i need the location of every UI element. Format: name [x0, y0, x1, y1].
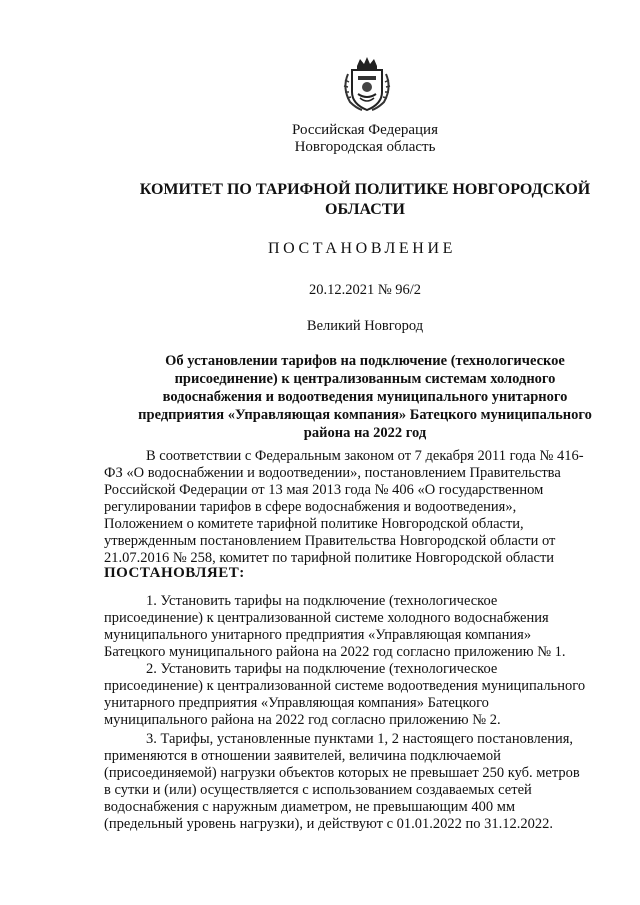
region-name: Новгородская область: [294, 139, 436, 155]
preamble-line: 21.07.2016 № 258, комитет по тарифной политике Новгородской области: [104, 550, 555, 566]
item-line: 3. Тарифы, установленные пунктами 1, 2 настоящего постановления,: [146, 731, 574, 747]
item-line: присоединение) к централизованной системе водоотведения муниципального: [104, 678, 586, 694]
item-line: (предельный уровень нагрузки), и действуют с 01.01.2022 по 31.12.2022.: [104, 816, 554, 832]
item-line: 1. Установить тарифы на подключение (технологическое: [146, 593, 498, 609]
subject-line-4: предприятия «Управляющая компания» Батецкого муниципального: [138, 407, 592, 423]
subject-line-5: района на 2022 год: [303, 425, 427, 441]
resolves-heading: ПОСТАНОВЛЯЕТ:: [104, 565, 245, 581]
preamble-line: утвержденным постановлением Правительства Новгородской области от: [104, 533, 556, 549]
preamble-line: Положением о комитете тарифной политике Новгородской области,: [104, 516, 524, 532]
subject-line-1: Об установлении тарифов на подключение (технологическое: [165, 353, 565, 369]
preamble-line: регулировании тарифов в сфере водоснабжения и водоотведения»,: [104, 499, 517, 515]
preamble-line: Российской Федерации от 13 мая 2013 года № 406 «О государственном: [104, 482, 544, 498]
item-line: Батецкого муниципального района на 2022 год согласно приложению № 1.: [104, 644, 566, 660]
subject-line-3: водоснабжения и водоотведения муниципального унитарного: [162, 389, 568, 405]
committee-title-line1: КОМИТЕТ ПО ТАРИФНОЙ ПОЛИТИКЕ НОВГОРОДСКОЙ: [139, 181, 591, 198]
item-2: [104, 661, 612, 729]
item-line: муниципального района на 2022 год согласно приложению № 2.: [104, 712, 501, 728]
item-line: водоснабжения с наружным диаметром, не превышающим 400 мм: [104, 799, 516, 815]
committee-title-line2: ОБЛАСТИ: [325, 201, 405, 218]
preamble: [104, 448, 612, 567]
country-name: Российская Федерация: [292, 122, 438, 138]
item-line: 2. Установить тарифы на подключение (технологическое: [146, 661, 498, 677]
item-line: (присоединяемой) нагрузки объектов которых не превышает 250 куб. метров: [104, 765, 580, 781]
item-1: [104, 593, 612, 661]
item-line: унитарного предприятия «Управляющая компания» Батецкого: [104, 695, 489, 711]
item-line: присоединение) к централизованной системе холодного водоснабжения: [104, 610, 549, 626]
item-line: применяются в отношении заявителей, величина подключаемой: [104, 748, 501, 764]
coat-of-arms-icon: [340, 56, 394, 114]
subject-line-2: присоединение) к централизованным системам холодного: [174, 371, 556, 387]
preamble-line: ФЗ «О водоснабжении и водоотведении», постановлением Правительства: [104, 465, 561, 481]
item-line: в сутки и (или) осуществляется с использованием создаваемых сетей: [104, 782, 532, 798]
item-3: [104, 731, 612, 833]
document-date-number: 20.12.2021 № 96/2: [308, 282, 422, 298]
document-city: Великий Новгород: [306, 318, 424, 334]
document-type: ПОСТАНОВЛЕНИЕ: [268, 240, 456, 257]
item-line: муниципального унитарного предприятия «Управляющая компания»: [104, 627, 532, 643]
preamble-line: В соответствии с Федеральным законом от 7 декабря 2011 года № 416-: [146, 448, 584, 464]
